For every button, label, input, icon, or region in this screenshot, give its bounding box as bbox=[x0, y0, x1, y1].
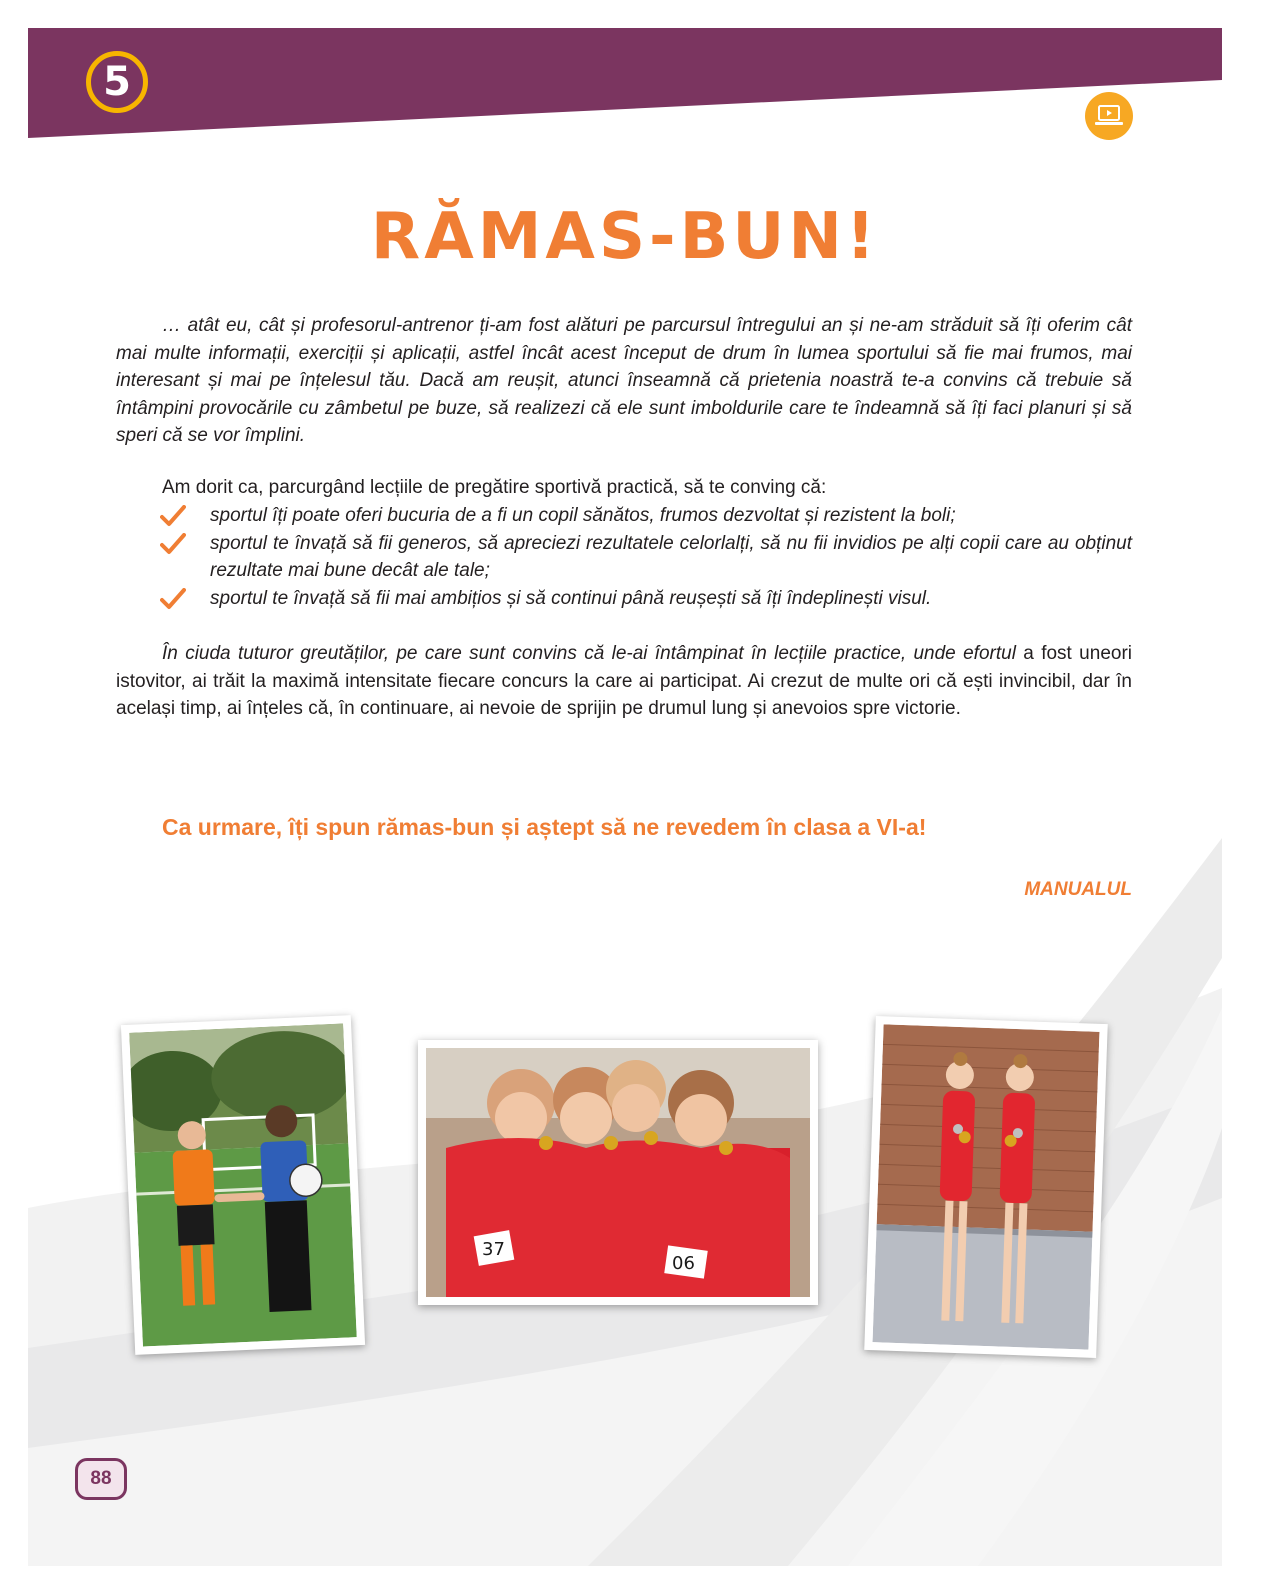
bib-number-right: 06 bbox=[672, 1253, 695, 1274]
list-item-text: sportul te învață să fii generos, să apreciezi rezultatele celorlalți, să nu fii invidios pe alți copii care au obținut rezultate mai bune decât ale tale; bbox=[210, 532, 1132, 581]
checkmark-icon bbox=[160, 533, 186, 555]
page-number: 88 bbox=[75, 1458, 127, 1500]
page-title: RĂMAS-BUN! bbox=[370, 200, 880, 274]
list-item-text: sportul te învață să fii mai ambițios și să continui până reușești să îți îndeplinești visul. bbox=[210, 587, 932, 609]
checkmark-icon bbox=[160, 505, 186, 527]
list-item bbox=[160, 502, 1132, 530]
list-item bbox=[160, 585, 1132, 613]
checklist-intro: Am dorit ca, parcurgând lecțiile de pregătire sportivă practică, să te conving că: bbox=[162, 477, 827, 498]
football-photo bbox=[121, 1015, 365, 1355]
effort-paragraph-italic: În ciuda tuturor greutăților, pe care sunt convins că le-ai întâmpinat în lecțiile practice, unde efortul bbox=[162, 643, 1016, 664]
bib-number-left: 37 bbox=[482, 1239, 505, 1260]
checkmark-icon bbox=[160, 588, 186, 610]
gymnasts-photo bbox=[864, 1016, 1108, 1358]
medal-girls-photo bbox=[418, 1040, 818, 1305]
header-band bbox=[28, 28, 1222, 138]
effort-paragraph-regular: a fost uneori istovitor, ai trăit la maximă intensitate fiecare concurs la care ai participat. Ai crezut de multe ori că ești invincibil, dar în același timp, ai înțeles că, în continuare, ai nevoie de sprijin pe drumul lung și anevoios spre victorie. bbox=[116, 643, 1133, 719]
list-item bbox=[160, 530, 1132, 585]
chapter-badge: 5 bbox=[86, 51, 148, 113]
laptop-icon[interactable] bbox=[1085, 92, 1133, 140]
effort-paragraph bbox=[116, 640, 1132, 723]
closing-line: Ca urmare, îți spun rămas-bun și aștept să ne revedem în clasa a VI-a! bbox=[162, 814, 927, 840]
signature: MANUALUL bbox=[1024, 879, 1132, 900]
checklist bbox=[160, 502, 1132, 612]
page bbox=[28, 28, 1222, 1566]
intro-paragraph: … atât eu, cât și profesorul-antrenor ți-am fost alături pe parcursul întregului an și ne-am străduit să îți oferim cât mai multe informații, exerciții și aplicații, astfel încât acest început de drum în lumea sportului să fie mai frumos, mai interesant și mai pe înțelesul tău. Dacă am reușit, atunci înseamnă că prietenia noastră te-a convins că trebuie să întâmpini provocările cu zâmbetul pe buze, să realizezi că ele sunt imboldurile care te îndeamnă să îți faci planuri și să speri că se vor împlini. bbox=[116, 315, 1132, 446]
list-item-text: sportul îți poate oferi bucuria de a fi un copil sănătos, frumos dezvoltat și rezistent la boli; bbox=[210, 505, 956, 526]
